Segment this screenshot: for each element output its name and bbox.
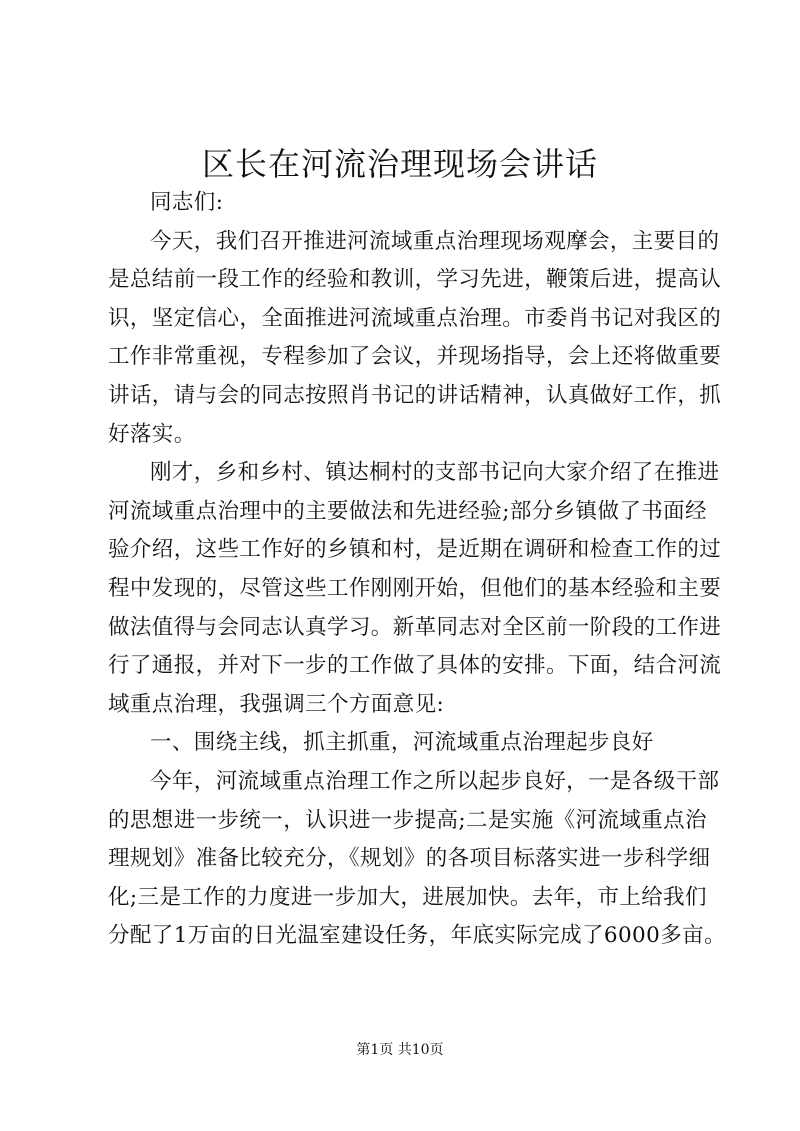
paragraph-line: 刚才，乡和乡村、镇达桐村的支部书记向大家介绍了在推进 bbox=[150, 460, 720, 486]
paragraph-line: 程中发现的，尽管这些工作刚刚开始，但他们的基本经验和主要 bbox=[108, 575, 722, 601]
paragraph-line: 化;三是工作的力度进一步加大，进展加快。去年，市上给我们 bbox=[108, 884, 707, 910]
document-body bbox=[108, 184, 726, 956]
paragraph-line: 识，坚定信心，全面推进河流域重点治理。市委肖书记对我区的 bbox=[108, 305, 722, 331]
paragraph-line: 验介绍，这些工作好的乡镇和村，是近期在调研和检查工作的过 bbox=[108, 537, 722, 563]
page-number-footer: 第1页 共10页 bbox=[356, 1042, 444, 1058]
paragraph-line: 域重点治理，我强调三个方面意见: bbox=[108, 691, 445, 717]
section-heading: 一、围绕主线，抓主抓重，河流域重点治理起步良好 bbox=[150, 730, 654, 756]
paragraph-line: 的思想进一步统一，认识进一步提高;二是实施《河流域重点治 bbox=[108, 807, 707, 833]
paragraph-line: 今年，河流域重点治理工作之所以起步良好，一是各级干部 bbox=[150, 768, 720, 794]
paragraph-line: 工作非常重视，专程参加了会议，并现场指导，会上还将做重要 bbox=[108, 344, 722, 370]
paragraph-line: 今天，我们召开推进河流域重点治理现场观摩会，主要目的 bbox=[150, 228, 720, 254]
page-title: 区长在河流治理现场会讲话 bbox=[201, 145, 598, 183]
paragraph-line: 理规划》准备比较充分，《规划》的各项目标落实进一步科学细 bbox=[108, 846, 711, 872]
paragraph-line: 行了通报，并对下一步的工作做了具体的安排。下面，结合河流 bbox=[108, 653, 722, 679]
paragraph-line: 是总结前一段工作的经验和教训，学习先进，鞭策后进，提高认 bbox=[108, 267, 722, 293]
paragraph-line: 做法值得与会同志认真学习。新革同志对全区前一阶段的工作进 bbox=[108, 614, 722, 640]
paragraph-line: 讲话，请与会的同志按照肖书记的讲话精神，认真做好工作，抓 bbox=[108, 382, 722, 408]
paragraph-line: 分配了1万亩的日光温室建设任务，年底实际完成了6000多亩。 bbox=[108, 923, 726, 949]
paragraph-line: 好落实。 bbox=[108, 421, 196, 447]
salutation: 同志们: bbox=[150, 190, 224, 215]
paragraph-line: 河流域重点治理中的主要做法和先进经验;部分乡镇做了书面经 bbox=[108, 498, 707, 524]
